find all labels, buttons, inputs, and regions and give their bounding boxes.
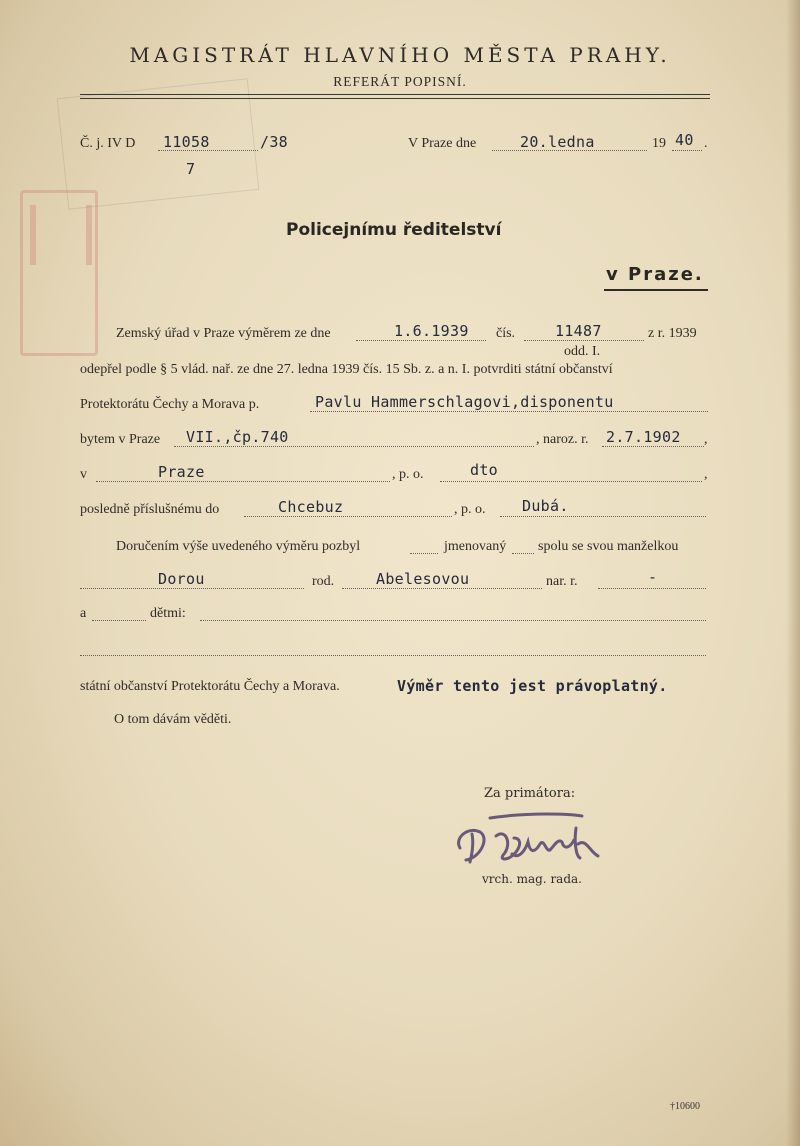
department-title: REFERÁT POPISNÍ. <box>333 74 467 89</box>
addressee-line1: Policejnímu ředitelství <box>286 220 502 240</box>
dotted-line <box>244 516 452 517</box>
body-l1-cis: čís. <box>496 326 516 341</box>
body-l8-rod: rod. <box>312 574 335 589</box>
dotted-line <box>672 150 702 151</box>
line-comma: , <box>704 467 708 482</box>
body-l7-tail: spolu se svou manželkou <box>538 539 679 554</box>
dotted-line <box>356 340 486 341</box>
place-label: V Praze dne <box>408 136 477 151</box>
dotted-line <box>92 620 146 621</box>
dotted-line <box>602 446 704 447</box>
address: VII.,čp.740 <box>186 428 289 446</box>
body-l6-text: posledně příslušnému do <box>80 502 220 517</box>
addressee-line2: v Praze. <box>606 264 704 285</box>
body-l4-born: , naroz. r. <box>536 432 589 447</box>
header-rule-top <box>80 94 710 95</box>
signatory-title: vrch. mag. rada. <box>482 872 582 886</box>
home-municipality: Chcebuz <box>278 498 344 516</box>
dotted-line <box>80 588 304 589</box>
dotted-line <box>80 655 706 656</box>
year-suffix: 40 <box>675 131 694 149</box>
body-l7-mid: jmenovaný <box>444 539 507 554</box>
reference-sub: 7 <box>186 160 196 178</box>
body-l5-v: v <box>80 467 87 482</box>
year-trailing-dot: . <box>704 136 708 151</box>
line-comma: , <box>704 432 708 447</box>
wife-name: Dorou <box>158 570 205 588</box>
handwritten-signature <box>450 808 630 878</box>
form-number: †10600 <box>670 1101 700 1112</box>
dotted-line <box>440 481 702 482</box>
body-l9-a: a <box>80 606 87 621</box>
person-name: Pavlu Hammerschlagovi,disponentu <box>315 393 614 411</box>
body-l9-children: dětmi: <box>150 606 186 621</box>
body-l1-dept: odd. I. <box>564 344 601 359</box>
decision-number: 11487 <box>555 322 602 340</box>
body-l11-text: státní občanství Protektorátu Čechy a Morava. <box>80 679 340 694</box>
body-l6-po: , p. o. <box>454 502 486 517</box>
authority-title: MAGISTRÁT HLAVNÍHO MĚSTA PRAHY. <box>129 43 671 67</box>
dotted-line <box>310 411 708 412</box>
reference-label: Č. j. IV D <box>80 136 136 151</box>
body-l5-po: , p. o. <box>392 467 424 482</box>
body-l8-nar: nar. r. <box>546 574 578 589</box>
reference-number: 11058 <box>163 133 210 151</box>
header-rule-bottom <box>80 98 710 99</box>
body-l3-text: Protektorátu Čechy a Morava p. <box>80 397 260 412</box>
dotted-line <box>158 150 258 151</box>
wife-birth: - <box>648 568 658 586</box>
dotted-line <box>174 446 534 447</box>
dotted-line <box>342 588 542 589</box>
body-l7-text: Doručením výše uvedeného výměru pozbyl <box>116 539 361 554</box>
dotted-line <box>512 553 534 554</box>
addressee-underline <box>604 289 708 291</box>
letter-date: 20.ledna <box>520 133 595 151</box>
year-prefix: 19 <box>652 136 666 151</box>
body-l4-text: bytem v Praze <box>80 432 161 447</box>
dotted-line <box>200 620 706 621</box>
dotted-line <box>96 481 390 482</box>
dotted-line <box>500 516 706 517</box>
dotted-line <box>598 588 706 589</box>
residence-place: Praze <box>158 463 205 481</box>
validity-statement: Výměr tento jest právoplatný. <box>397 677 668 695</box>
red-stamp-mark <box>30 205 92 265</box>
home-post: Dubá. <box>522 497 569 515</box>
body-l2: odepřel podle § 5 vlád. nař. ze dne 27. ledna 1939 čís. 15 Sb. z. a n. I. potvrditi státní občanství <box>80 362 613 377</box>
body-l1-tail: z r. 1939 <box>648 326 697 341</box>
dotted-line <box>410 553 438 554</box>
paper-edge-shadow <box>786 0 800 1146</box>
decision-date: 1.6.1939 <box>394 322 469 340</box>
wife-maiden-name: Abelesovou <box>376 570 470 588</box>
birth-date: 2.7.1902 <box>606 428 681 446</box>
body-l12: O tom dávám věděti. <box>114 712 232 727</box>
signature-for-label: Za primátora: <box>484 786 576 801</box>
reference-year: /38 <box>260 133 288 151</box>
dotted-line <box>524 340 644 341</box>
body-l1-text: Zemský úřad v Praze výměrem ze dne <box>116 326 331 341</box>
residence-post: dto <box>470 461 498 479</box>
